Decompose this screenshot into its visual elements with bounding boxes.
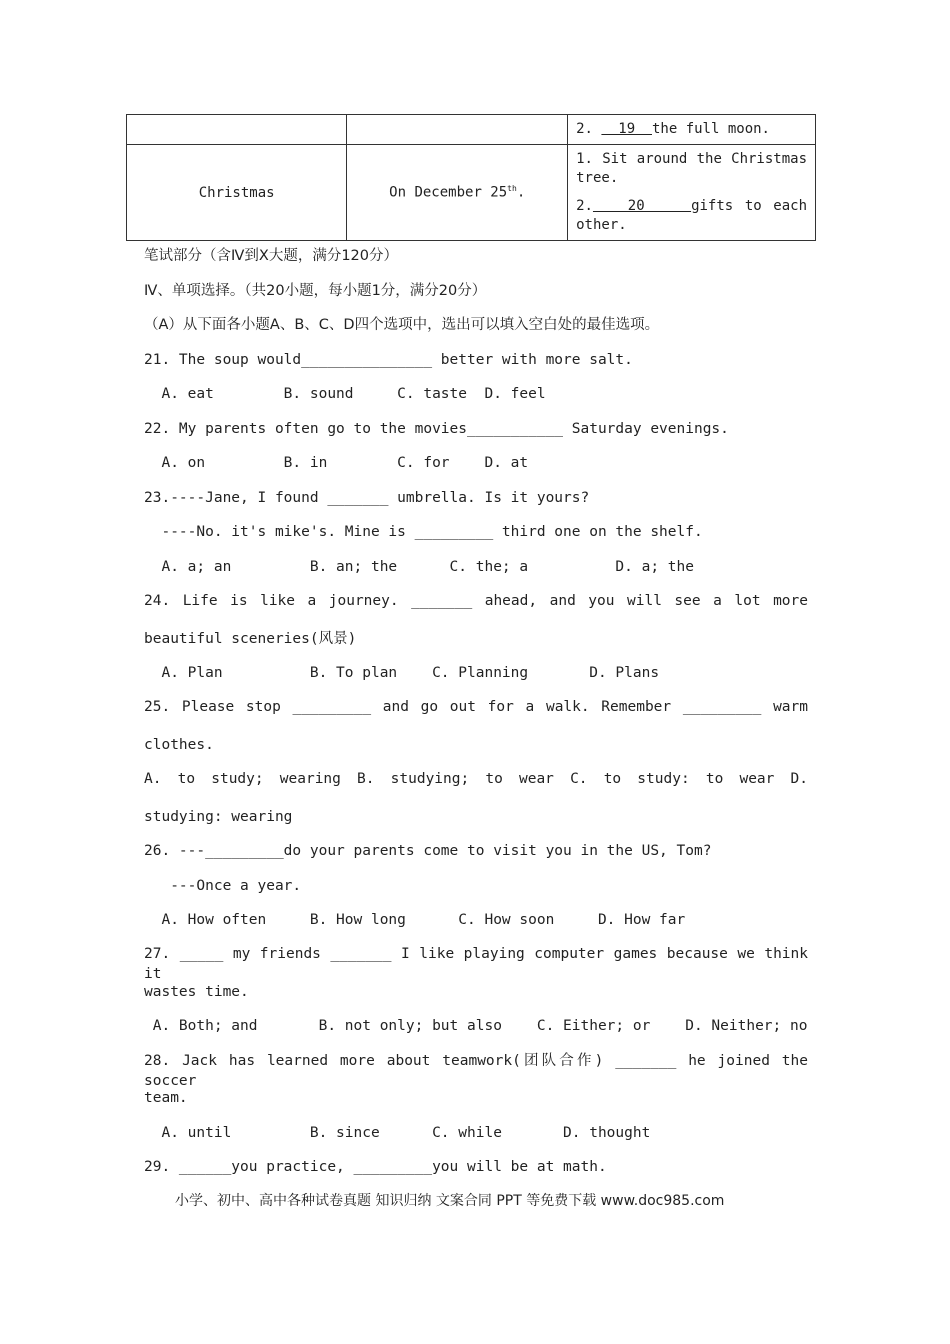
question-25-cont: clothes.: [144, 737, 214, 753]
options-24: A. Plan B. To plan C. Planning D. Plans: [144, 665, 660, 681]
item-number: 2.: [576, 121, 602, 137]
options-25: A. to study; wearing B. studying; to wear C. to study: to wear D.: [144, 771, 808, 787]
date-ordinal: th: [507, 184, 517, 194]
date-text: On December 25: [389, 184, 508, 201]
footer-note: 小学、初中、高中各种试卷真题 知识归纳 文案合同 PPT 等免费下载 www.doc985.com: [175, 1193, 725, 1209]
question-25: 25. Please stop _________ and go out for a walk. Remember _________ warm: [144, 699, 808, 715]
question-21: 21. The soup would_______________ better with more salt.: [144, 352, 633, 368]
blank-20: 20: [592, 198, 692, 214]
date-cell-empty: [347, 115, 568, 145]
table-row: [127, 115, 816, 145]
question-26-reply: ---Once a year.: [144, 878, 302, 894]
section-title: Ⅳ、单项选择。（共20小题，每小题1分，满分20分）: [144, 283, 487, 299]
question-28: 28. Jack has learned more about teamwork(团队合作) _______ he joined the soccer: [144, 1053, 808, 1089]
instructions: （A）从下面各小题A、B、C、D四个选项中，选出可以填入空白处的最佳选项。: [144, 317, 660, 333]
festival-name: Christmas: [127, 145, 347, 241]
question-28-cont: team.: [144, 1090, 188, 1106]
item-text: the full moon.: [651, 121, 770, 137]
options-27: A. Both; and B. not only; but also C. Either; or D. Neither; no: [144, 1018, 808, 1034]
festival-cell-empty: [127, 115, 347, 145]
question-24: 24. Life is like a journey. _______ ahead, and you will see a lot more: [144, 593, 808, 609]
question-26: 26. ---_________do your parents come to visit you in the US, Tom?: [144, 843, 712, 859]
festival-date: [347, 145, 568, 241]
question-24-cont: beautiful sceneries(风景): [144, 631, 357, 647]
activity-item-2: [576, 197, 807, 235]
question-29: 29. ______you practice, _________you will be at math.: [144, 1159, 607, 1175]
question-22: 22. My parents often go to the movies___________ Saturday evenings.: [144, 421, 729, 437]
question-27: 27. _____ my friends _______ I like playing computer games because we think it: [144, 946, 808, 982]
activity-cell: [568, 145, 816, 241]
item-text: gifts to each other.: [576, 198, 808, 233]
options-23: A. a; an B. an; the C. the; a D. a; the: [144, 559, 694, 575]
options-25-cont: studying: wearing: [144, 809, 293, 825]
question-23-reply: ----No. it's mike's. Mine is _________ third one on the shelf.: [144, 524, 703, 540]
activity-cell: [568, 115, 816, 145]
question-27-cont: wastes time.: [144, 984, 249, 1000]
blank-19: 19: [601, 121, 652, 137]
item-number: 2.: [576, 198, 593, 214]
activity-item-1: 1. Sit around the Christmas tree.: [576, 151, 807, 186]
festival-table: [126, 114, 816, 241]
options-28: A. until B. since C. while D. thought: [144, 1125, 651, 1141]
date-period: .: [516, 184, 526, 201]
section-heading: 笔试部分（含Ⅳ到Ⅹ大题，满分120分）: [144, 248, 398, 264]
options-21: A. eat B. sound C. taste D. feel: [144, 386, 546, 402]
options-22: A. on B. in C. for D. at: [144, 455, 529, 471]
table-row: [127, 145, 816, 241]
options-26: A. How often B. How long C. How soon D. How far: [144, 912, 686, 928]
question-23: 23.----Jane, I found _______ umbrella. Is it yours?: [144, 490, 590, 506]
